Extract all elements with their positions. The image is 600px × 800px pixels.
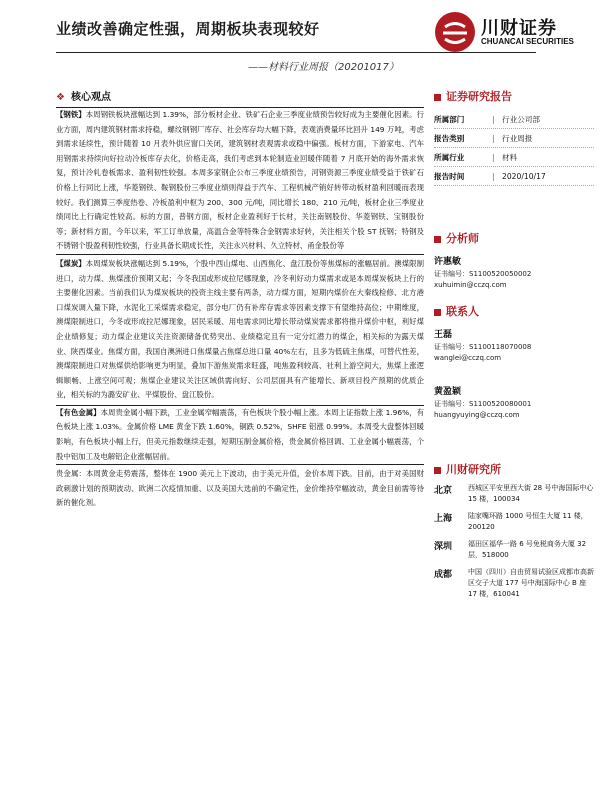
address-row: 北京 西城区平安里西大街 28 号中海国际中心 15 楼，100034: [434, 484, 594, 503]
institute-heading: 川财研究所: [434, 461, 594, 477]
address-row: 成都 中国（四川）自由贸易试验区成都市高新区交子大道 177 号中海国际中心 B 座 17 楼，610041: [434, 568, 594, 598]
square-bullet-icon: [434, 236, 441, 243]
contact-email[interactable]: huangyuying@cczq.com: [434, 411, 520, 419]
paragraph-coal: 【煤炭】本周煤炭板块涨幅达到 5.19%，个股中西山煤电、山西焦化、盘江股份等焦煤标的涨幅居前。澳煤限制进口，动力煤、焦煤涨价预期又起；今冬我国或形成拉尼娜现象，冷冬利好动力煤需求或是本周煤炭板块上行的主要催化因素。当前我们认为煤炭板块的投资主线主要有两条，动力煤方面，短期内煤价在大秦线检修、北方港口煤炭调入量下降，水泥化工采煤需求稳定，部分电厂仍有补库存需求等因素支撑下有望维持高位；中期维度，澳煤限制进口，今冬或形成拉尼娜现象，居民采暖、用电需求同比增长带动煤炭需求都将推升煤价中枢，利好煤企业绩修复；动力煤企业建议关注资源储备优势突出、业绩稳定且有一定分红潜力的煤企，相关标的为露天煤业、陕西煤业。焦煤方面，我国自澳洲进口焦煤量占焦煤总进口量 40%左右，且多为低硫主焦煤，可替代性差，澳煤限制进口对焦煤供给影响更为明显，叠加下游焦炭需求旺盛，吨焦盈利较高、社利上游空间大，焦煤上涨逻辑顺畅、上涨空间可观；焦煤企业建议关注区域供需向好、公司层面具有产能增长、新项目投产预期的优质企业，相关标的为潞安矿业、平煤股份、盘江股份。: [56, 258, 424, 400]
square-bullet-icon: [434, 467, 441, 474]
analyst-email[interactable]: xuhuimin@cczq.com: [434, 281, 507, 289]
square-bullet-icon: [434, 94, 441, 101]
address-row: 上海 陆家嘴环路 1000 号恒生大厦 11 楼，200120: [434, 512, 588, 531]
contacts-heading: 联系人: [434, 303, 594, 319]
report-title: 业绩改善确定性强，周期板块表现较好: [56, 20, 320, 38]
diamond-icon: ❖: [56, 92, 65, 103]
main-content: [56, 88, 424, 513]
report-header: [0, 0, 600, 80]
paragraph-nonferrous: 【有色金属】本周贵金属小幅下跌，工业金属窄幅震荡，有色板块个股小幅上涨。本周上证指数上涨 1.96%，有色板块上涨 1.03%。金属价格 LME 黄金下跌 1.60%，铜跌 0.52%，SHFE 铝涨 0.99%。本周受大盘整体回暖影响，有色板块小幅上行，但美元指数继续走强，短期压制金属价格，贵金属价格回调、工业金属小幅震荡，个股中铝加工及电解铝企业涨幅居前。: [56, 405, 424, 465]
logo-name: 川财证券: [481, 18, 557, 39]
sidebar: [434, 88, 594, 600]
report-subtitle: ——材料行业周报（20201017）: [248, 62, 399, 73]
info-row: 所属行业 | 材料: [434, 148, 594, 167]
analyst-card: 许惠敏 证书编号：S1100520050002 xuhuimin@cczq.com: [434, 254, 594, 291]
contact-card: 王磊 证书编号：S1100118070008 wanglei@cczq.com: [434, 327, 594, 364]
info-row: 报告时间 | 2020/10/17: [434, 167, 594, 186]
square-bullet-icon: [434, 309, 441, 316]
company-logo: [435, 12, 595, 56]
logo-english-name: CHUANCAI SECURITIES: [481, 37, 574, 46]
analyst-heading: 分析师: [434, 230, 594, 246]
logo-emblem-icon: [435, 12, 475, 52]
paragraph-steel: 【钢铁】本周钢铁板块涨幅达到 1.39%，部分板材企业、铁矿石企业三季度业绩预告较好成为主要催化因素。行业方面，周内建筑钢材需求持稳，螺纹钢钢厂库存、社会库存均大幅下降，表观消费量环比回升 149 万吨，考虑到需求延续性，预计随着 10 月表外供应窗口关闭，建筑钢材表观需求或稳中偏强。板材方面，下游家电、汽车用钢需求持续向好拉动冷板库存去化，价格走高，我们考虑到本轮制造业回暖伴随着 7 月底开始的海外需求恢复，预计冷轧卷板需求、盈利韧性较强。本周多家钢企公布三季度业绩预告，河钢资源三季度业绩受益于铁矿石价格上行同比上涨，华菱钢铁、鞍钢股份三季度业绩则得益于汽车、工程机械产销好转带动板材盈利回暖而表现较好。我们测算三季度热卷、冷板盈利中枢为 200、300 元/吨，同比增长 180、210 元/吨，板材企业三季度业绩同比上行确定性较高。标的方面，普钢方面，板材企业盈利好于长材，关注南钢股份、华菱钢铁、宝钢股份等；新材料方面，今年以来，军工订单放量，高温合金等特殊合金钢需求好转，关注相关个股 ST 抚钢；特钢及不锈钢个股盈利韧性较强，行业具备长期成长性，关注永兴材料、久立特材、甬金股份等: [56, 107, 424, 255]
report-info-heading: 证券研究报告: [434, 88, 594, 104]
info-row: 所属部门 | 行业公司部: [434, 110, 594, 129]
address-row: 深圳 福田区福华一路 6 号免税商务大厦 32 层，518000: [434, 540, 587, 559]
core-view-heading: ❖ 核心观点: [56, 92, 111, 103]
contact-email[interactable]: wanglei@cczq.com: [434, 354, 502, 362]
info-row: 报告类别 | 行业周报: [434, 129, 594, 148]
contact-card: 黄盈颖 证书编号：S1100520080001 huangyuying@cczq.com: [434, 384, 594, 421]
paragraph-precious-metals: 贵金属：本周黄金走势震荡，整体在 1900 美元上下波动，由于美元升值，金价本周下跌。目前，由于对美国财政刺激计划的预期波动、欧洲二次疫情加重、以及美国大选前的不确定性，金价维持窄幅波动，黄金目前需等待新的催化剂。: [56, 469, 424, 508]
